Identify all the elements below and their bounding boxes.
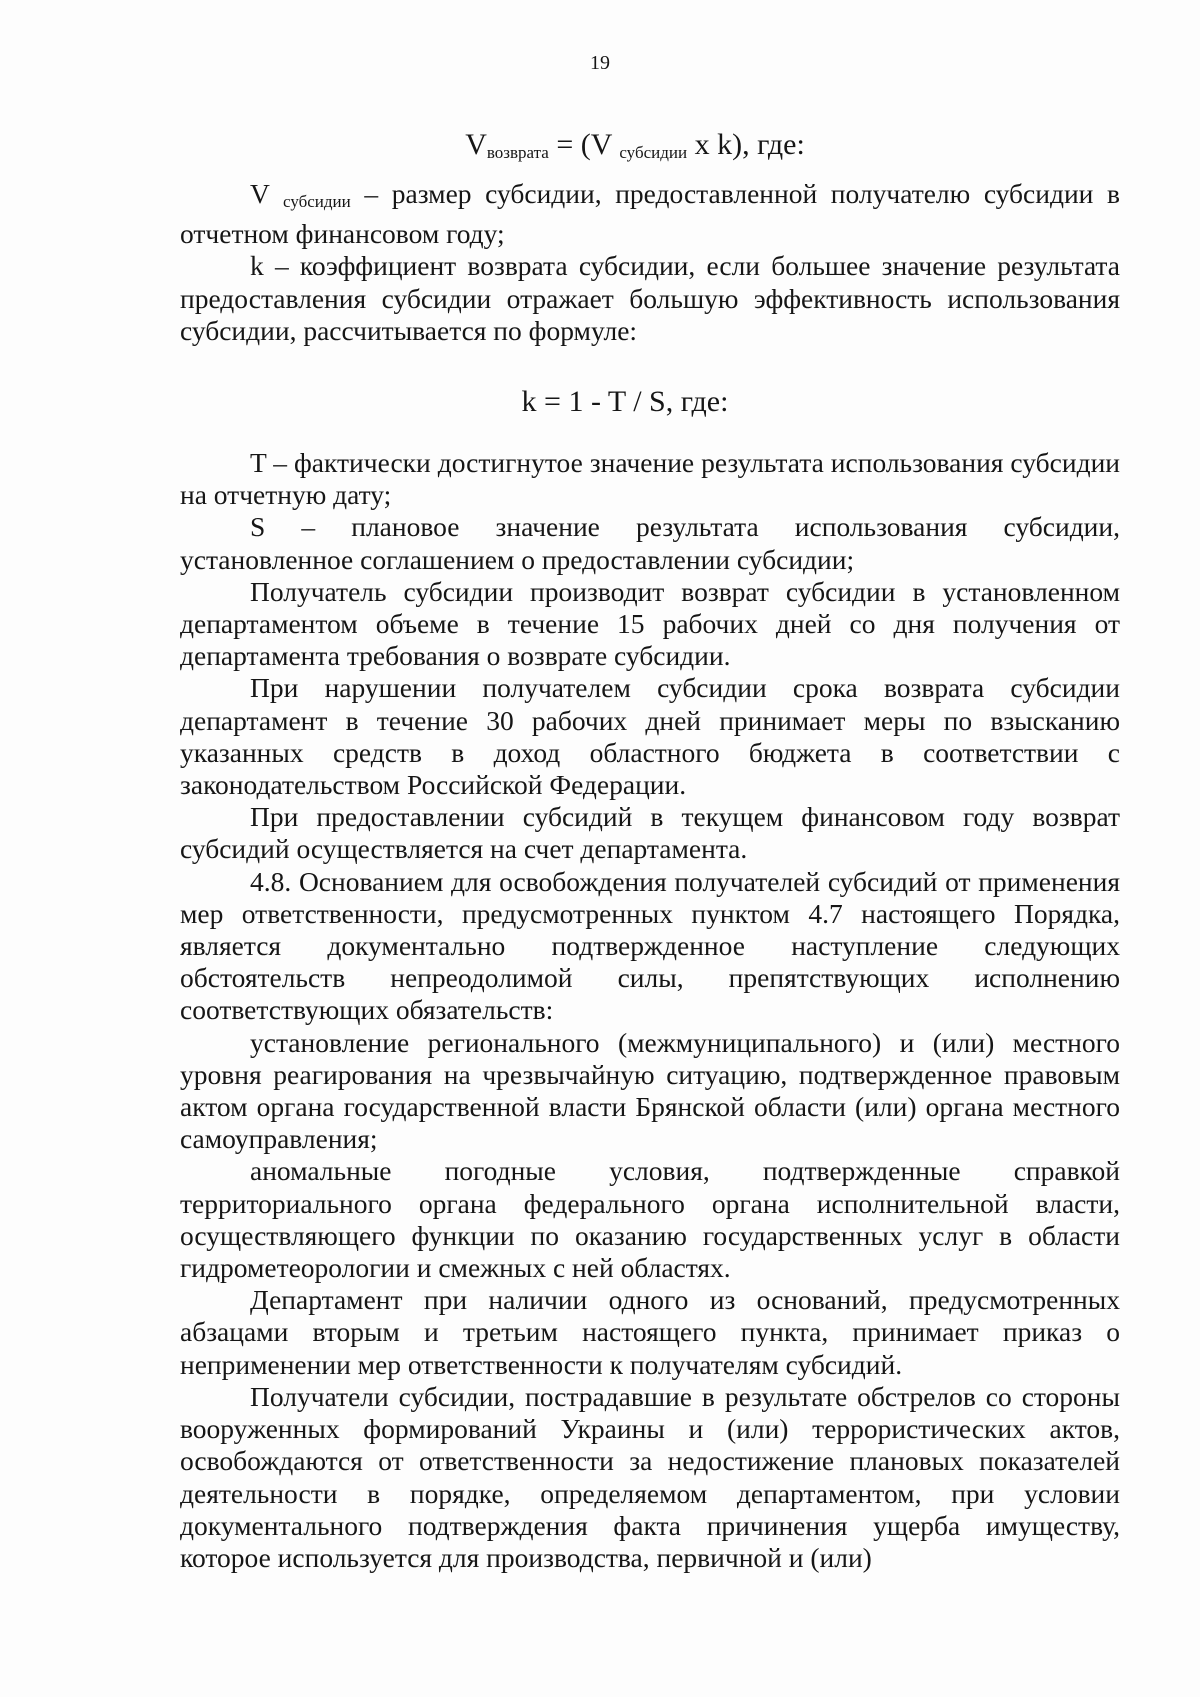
formula-return-volume xyxy=(0,128,1200,163)
page-number: 19 xyxy=(590,52,610,74)
paragraph-4-8-force-majeure: 4.8. Основанием для освобождения получателей субсидий от применения мер ответственности, предусмотренных пунктом 4.7 настоящего Порядка, является документально подтвержденное наступление следующих обстоятельств непреодолимой силы, препятствующих исполнению соответствующих обязательств: xyxy=(180,865,1120,1026)
formula-mid-subscript: субсидии xyxy=(619,143,688,162)
definition-v-text: – размер субсидии, предоставленной получателю субсидии в отчетном финансовом году; xyxy=(180,178,1120,250)
paragraph-violation-measures: При нарушении получателем субсидии срока возврата субсидии департамент в течение 30 рабочих дней принимает меры по взысканию указанных средств в доход областного бюджета в соответствии с законодательством Российской Федерации. xyxy=(180,672,1120,801)
paragraph-weather-conditions: аномальные погодные условия, подтвержденные справкой территориального органа федерального органа исполнительной власти, осуществляющего функции по оказанию государственных услуг в области гидрометеорологии и смежных с ней областях. xyxy=(180,1155,1120,1284)
paragraph-emergency-regime: установление регионального (межмуниципального) и (или) местного уровня реагирования на чрезвычайную ситуацию, подтвержденное правовым актом органа государственной власти Брянской области (или) органа местного самоуправления; xyxy=(180,1026,1120,1155)
formula-rhs: x k), где: xyxy=(687,128,805,161)
paragraph-shelling-victims: Получатели субсидии, пострадавшие в результате обстрелов со стороны вооруженных формирований Украины и (или) террористических актов, освобождаются от ответственности за недостижение плановых показателей деятельности в порядке, определяемом департаментом, при условии документального подтверждения факта причинения ущерба имуществу, которое используется для производства, первичной и (или) xyxy=(180,1380,1120,1573)
definition-v-symbol: V xyxy=(250,178,270,209)
paragraph-return-procedure: Получатель субсидии производит возврат субсидии в установленном департаментом объеме в течение 15 рабочих дней со дня получения от департамента требования о возврате субсидии. xyxy=(180,575,1120,672)
main-text-block xyxy=(180,447,1120,1574)
definition-v-paragraph xyxy=(180,178,1120,250)
definition-v-subscript: субсидии xyxy=(283,192,351,211)
formula-lhs-subscript: возврата xyxy=(486,143,549,162)
formula-lhs: V xyxy=(465,128,487,161)
definitions-block-1 xyxy=(180,178,1120,347)
paragraph-t-definition: T – фактически достигнутое значение результата использования субсидии на отчетную дату; xyxy=(180,447,1120,511)
formula-k: k = 1 - T / S, где: xyxy=(521,385,729,418)
formula-eq-open: = (V xyxy=(548,128,620,161)
definition-k-paragraph: k – коэффициент возврата субсидии, если большее значение результата предоставления субсидии отражает большую эффективность использования субсидии, рассчитывается по формуле: xyxy=(180,250,1120,346)
paragraph-current-year-return: При предоставлении субсидий в текущем финансовом году возврат субсидий осуществляется на счет департамента. xyxy=(180,801,1120,865)
paragraph-s-definition: S – плановое значение результата использования субсидии, установленное соглашением о предоставлении субсидии; xyxy=(180,511,1120,575)
paragraph-department-order: Департамент при наличии одного из оснований, предусмотренных абзацами вторым и третьим настоящего пункта, принимает приказ о неприменении мер ответственности к получателям субсидий. xyxy=(180,1284,1120,1380)
